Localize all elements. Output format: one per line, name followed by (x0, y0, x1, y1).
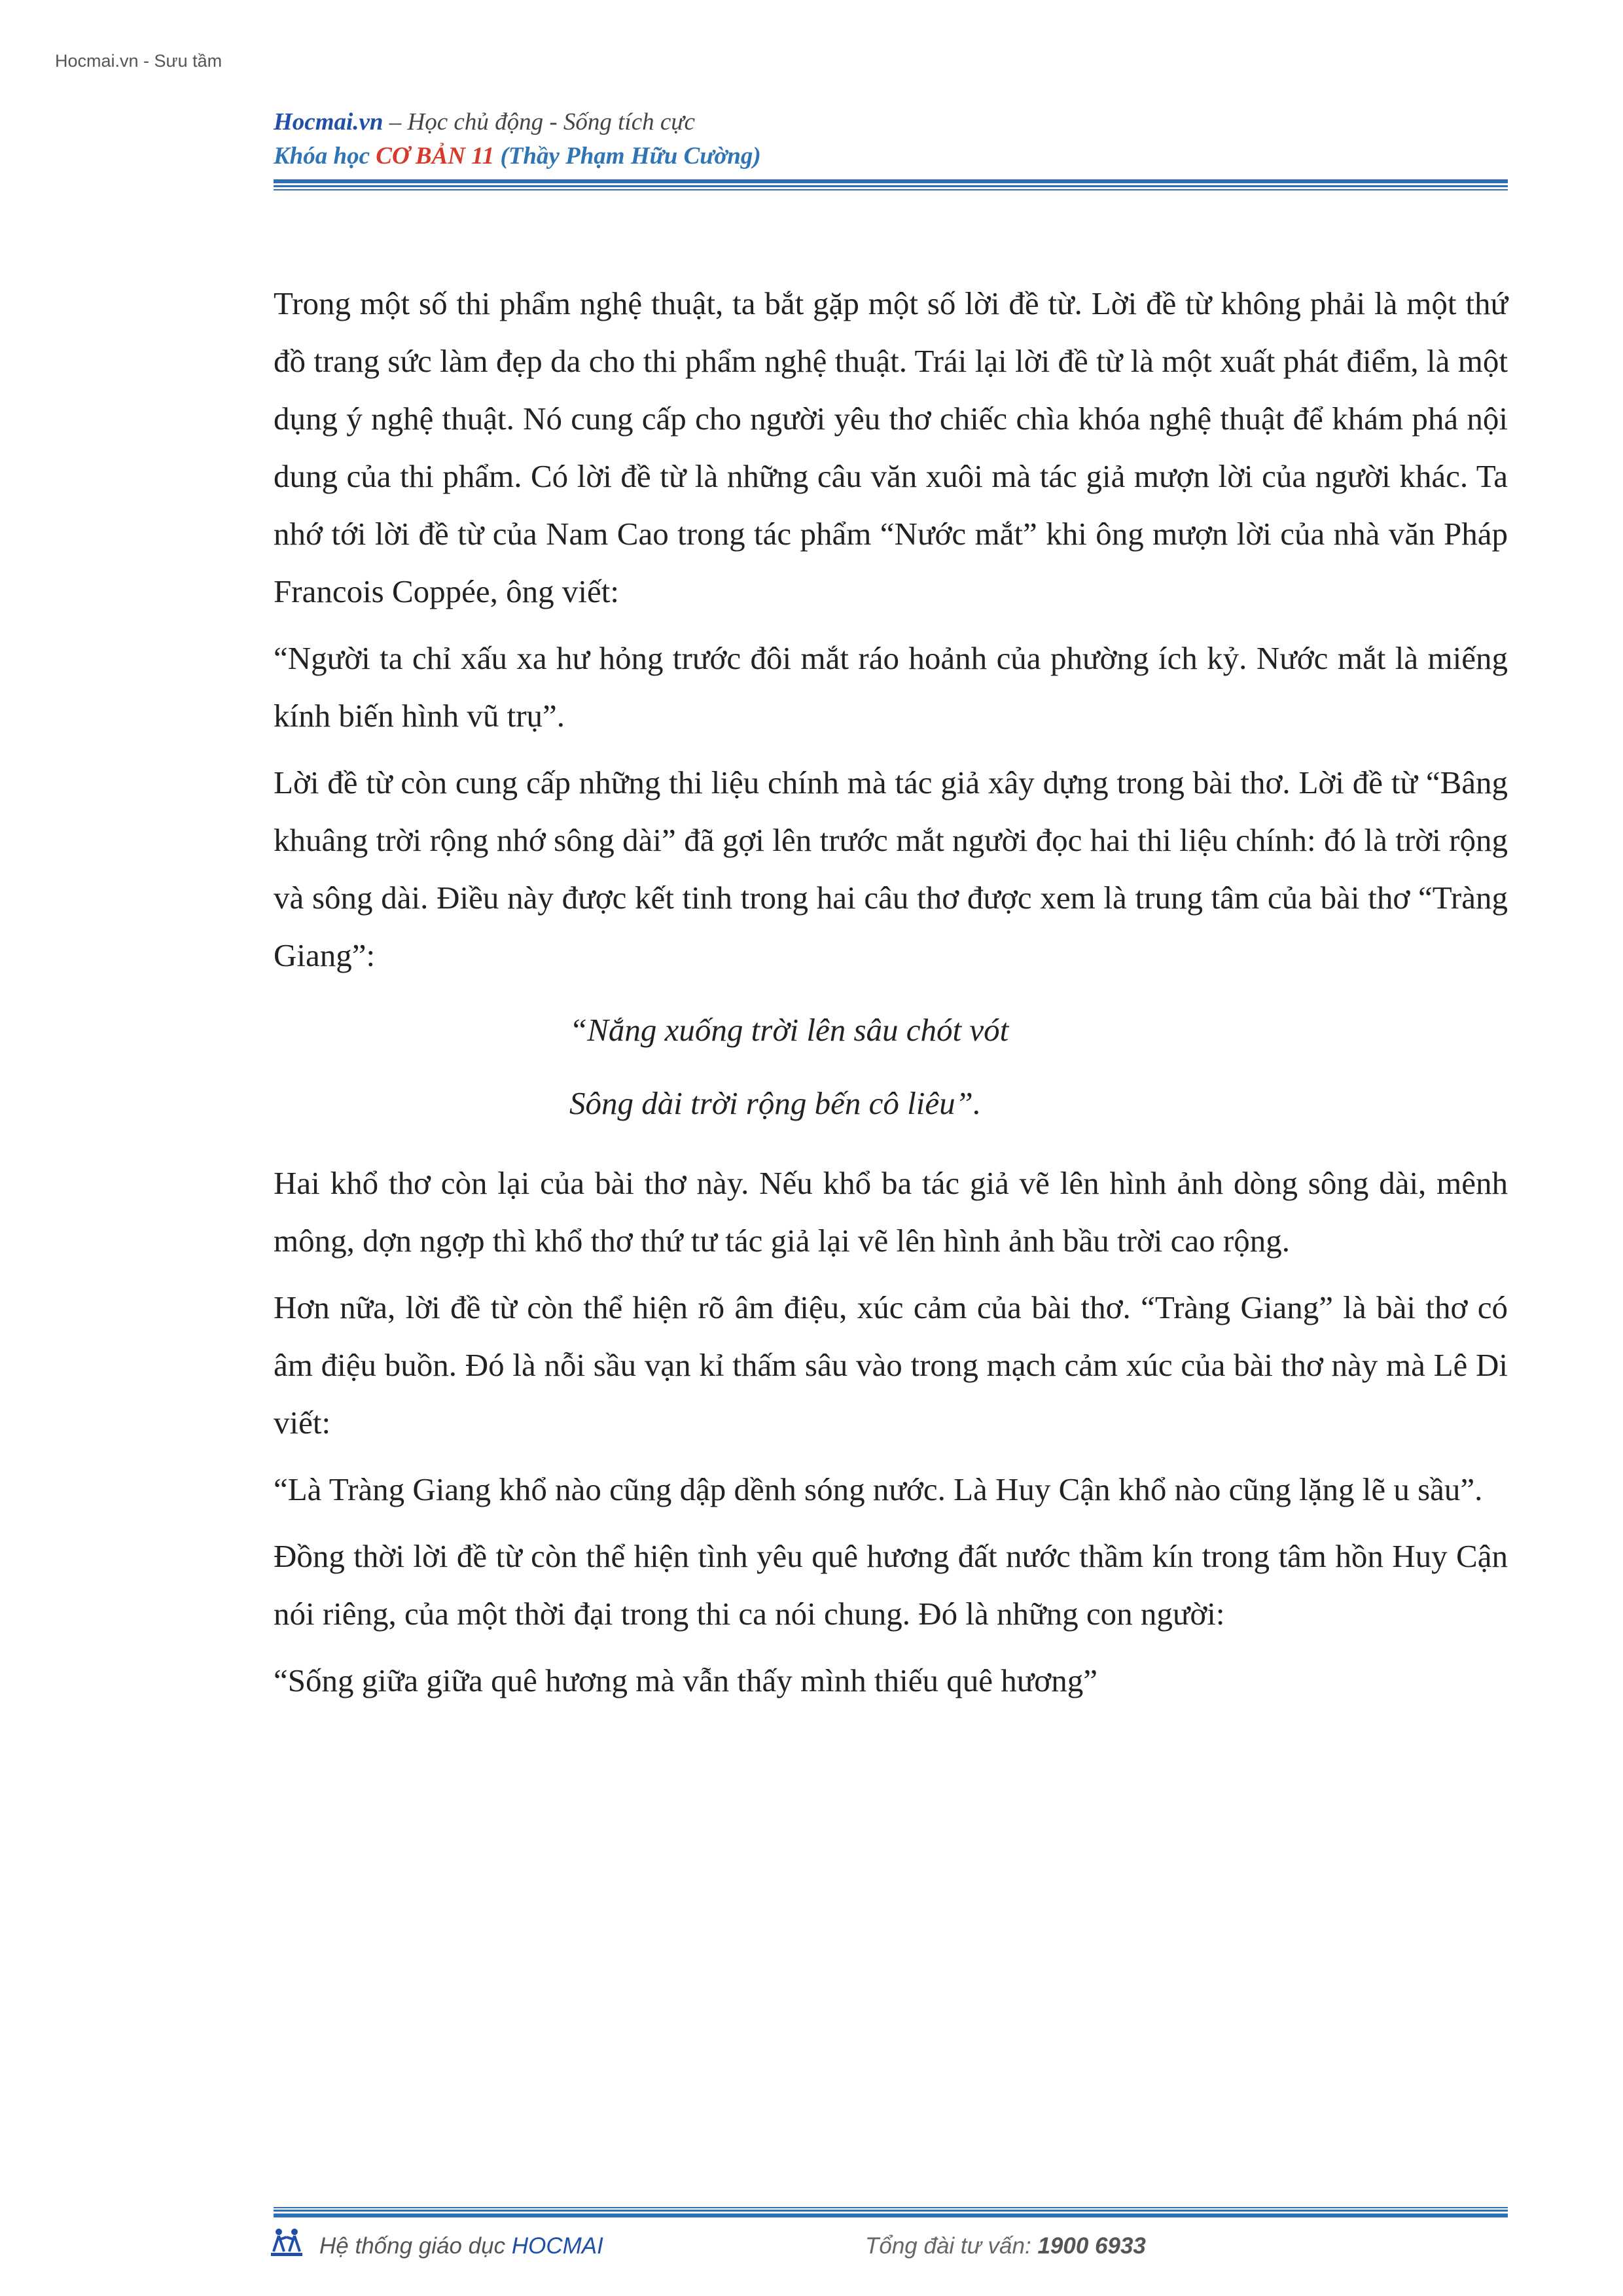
header-line-2 (274, 144, 761, 168)
header-teacher: (Thầy Phạm Hữu Cường) (494, 143, 761, 170)
header-brand: Hocmai.vn (274, 109, 383, 135)
paragraph: Hai khổ thơ còn lại của bài thơ này. Nếu khổ ba tác giả vẽ lên hình ảnh dòng sông dài, mênh mông, dợn ngợp thì khổ thơ thứ tư tác giả lại vẽ lên hình ảnh bầu trời cao rộng. (274, 1165, 1508, 1259)
document-body (274, 275, 1508, 1719)
footer-divider (274, 2207, 1508, 2208)
header-divider (274, 179, 1508, 183)
hotline-number: 1900 6933 (1037, 2233, 1146, 2259)
paragraph: Trong một số thi phẩm nghệ thuật, ta bắt gặp một số lời đề từ. Lời đề từ không phải là một thứ đồ trang sức làm đẹp da cho thi phẩm nghệ thuật. Trái lại lời đề từ là một xuất phát điểm, là một dụng ý nghệ thuật. Nó cung cấp cho người yêu thơ chiếc chìa khóa nghệ thuật để khám phá nội dung của thi phẩm. Có lời đề từ là những câu văn xuôi mà tác giả mượn lời của người khác. Ta nhớ tới lời đề từ của Nam Cao trong tác phẩm “Nước mắt” khi ông mượn lời của nhà văn Pháp Francois Coppée, ông viết: (274, 285, 1508, 609)
footer-left-prefix: Hệ thống giáo dục (319, 2233, 512, 2259)
header-line-1 (274, 110, 695, 134)
footer-divider (274, 2210, 1508, 2212)
poem-line: Sông dài trời rộng bến cô liêu”. (569, 1085, 982, 1121)
quote-paragraph: “Người ta chỉ xấu xa hư hỏng trước đôi mắt ráo hoảnh của phường ích kỷ. Nước mắt là miếng kính biến hình vũ trụ”. (274, 640, 1508, 734)
quote-paragraph: “Là Tràng Giang khổ nào cũng dập dềnh sóng nước. Là Huy Cận khổ nào cũng lặng lẽ u sầu”. (274, 1471, 1483, 1507)
footer-system (319, 2233, 603, 2259)
footer-brand: HOCMAI (511, 2233, 603, 2259)
quote-paragraph: “Sống giữa giữa quê hương mà vẫn thấy mình thiếu quê hương” (274, 1662, 1097, 1698)
paragraph: Hơn nữa, lời đề từ còn thể hiện rõ âm điệu, xúc cảm của bài thơ. “Tràng Giang” là bài thơ có âm điệu buồn. Đó là nỗi sầu vạn kỉ thấm sâu vào trong mạch cảm xúc của bài thơ này mà Lê Di viết: (274, 1289, 1508, 1441)
header-divider (274, 189, 1508, 190)
footer-hotline (865, 2233, 1146, 2259)
paragraph: Lời đề từ còn cung cấp những thi liệu chính mà tác giả xây dựng trong bài thơ. Lời đề từ “Bâng khuâng trời rộng nhớ sông dài” đã gợi lên trước mắt người đọc hai thi liệu chính: đó là trời rộng và sông dài. Điều này được kết tinh trong hai câu thơ được xem là trung tâm của bài thơ “Tràng Giang”: (274, 764, 1508, 973)
poem-excerpt (274, 994, 1508, 1140)
header-divider (274, 185, 1508, 187)
header-course-prefix: Khóa học (274, 143, 376, 170)
header-course-name: CƠ BẢN 11 (376, 143, 495, 170)
footer-right-prefix: Tổng đài tư vấn: (865, 2233, 1038, 2259)
paragraph: Đồng thời lời đề từ còn thể hiện tình yêu quê hương đất nước thầm kín trong tâm hồn Huy Cận nói riêng, của một thời đại trong thi ca nói chung. Đó là những con người: (274, 1538, 1508, 1632)
footer-divider (274, 2214, 1508, 2217)
hocmai-logo-icon (270, 2225, 304, 2259)
watermark: Hocmai.vn - Sưu tầm (55, 51, 223, 71)
poem-line: “Nắng xuống trời lên sâu chót vót (569, 1012, 1009, 1048)
header-slogan: – Học chủ động - Sống tích cực (383, 109, 695, 135)
